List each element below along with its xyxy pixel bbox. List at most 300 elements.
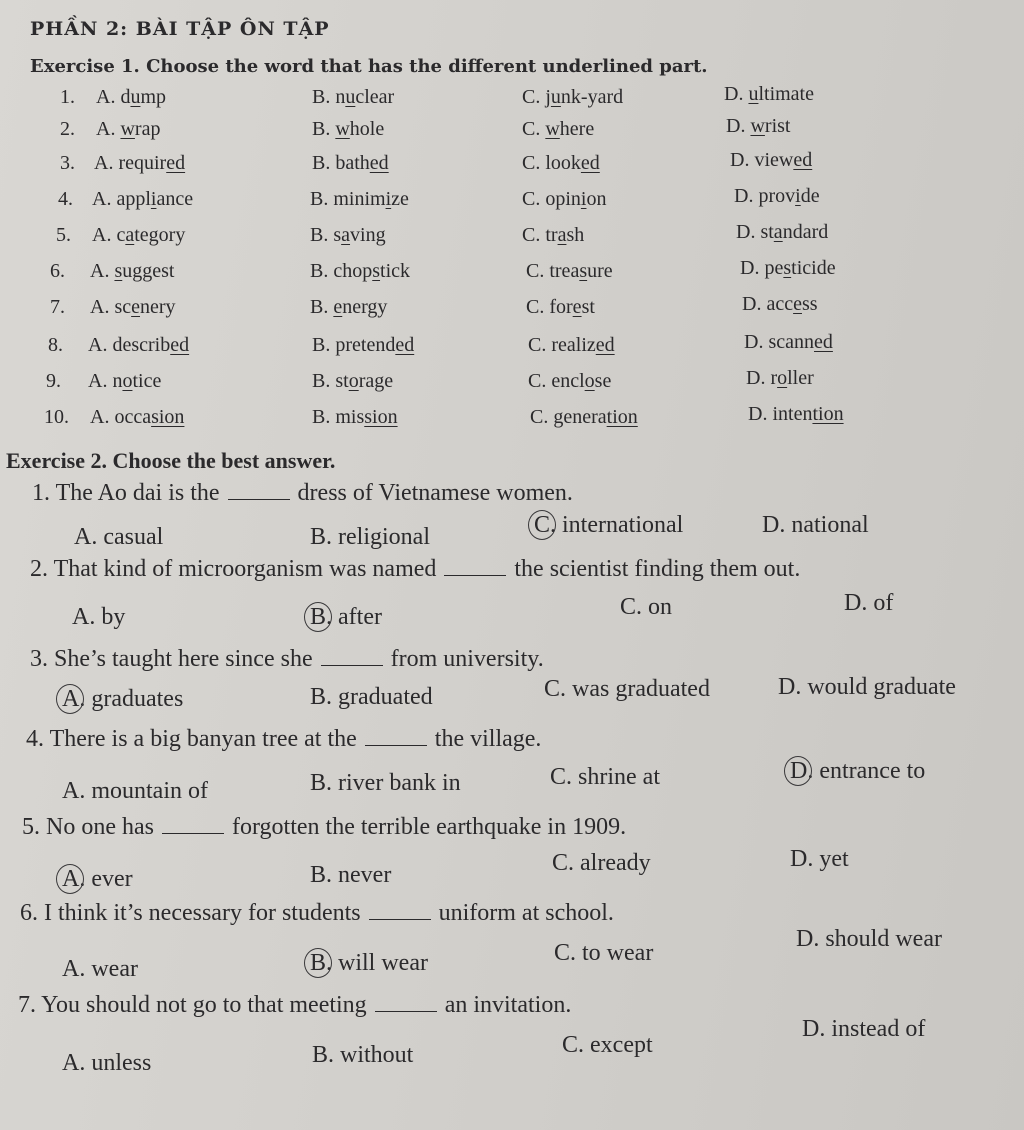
ex1-question-4 bbox=[0, 185, 1024, 218]
ex2-q2-option-a bbox=[72, 604, 125, 631]
underlined-part: e bbox=[793, 293, 802, 315]
underlined-part: e bbox=[131, 296, 141, 318]
option-letter: D. bbox=[790, 846, 820, 872]
option-letter: A. bbox=[92, 188, 117, 210]
option-letter: C. bbox=[550, 764, 579, 790]
underlined-part: i bbox=[795, 185, 801, 207]
option-text: on bbox=[648, 594, 673, 620]
ex2-q3-option-d bbox=[778, 674, 956, 701]
ex2-q3-option-a bbox=[62, 686, 183, 713]
word-part: mp bbox=[140, 86, 167, 108]
ex1-question-7 bbox=[0, 293, 1024, 326]
option-letter: C. bbox=[526, 296, 550, 318]
question-text-after: from university. bbox=[390, 646, 544, 672]
option-letter: B. bbox=[310, 862, 339, 888]
option-letter: B. bbox=[312, 86, 336, 108]
option-d bbox=[734, 185, 820, 208]
question-number: 1. bbox=[32, 480, 56, 506]
word-part: genera bbox=[553, 406, 607, 428]
question-number: 3. bbox=[30, 646, 54, 672]
option-text: will wear bbox=[338, 950, 428, 976]
option-letter: B. bbox=[310, 684, 339, 710]
word-part: nk-yard bbox=[560, 86, 624, 108]
word-part: pretend bbox=[335, 334, 396, 356]
option-d bbox=[742, 293, 818, 316]
question-number: 2. bbox=[60, 118, 75, 140]
question-text-before: The Ao dai is the bbox=[55, 480, 220, 506]
option-a bbox=[88, 370, 161, 393]
word-part: view bbox=[754, 149, 794, 171]
option-c bbox=[522, 152, 600, 175]
ex2-q7-option-b bbox=[312, 1042, 413, 1069]
option-text: mountain of bbox=[91, 778, 208, 804]
option-c bbox=[528, 370, 611, 393]
word-part: ving bbox=[350, 224, 386, 246]
word-part: ze bbox=[391, 188, 409, 210]
ex1-question-1 bbox=[0, 83, 1024, 116]
option-letter: B. bbox=[312, 370, 336, 392]
question-number: 3. bbox=[60, 152, 75, 174]
question-number: 4. bbox=[58, 188, 73, 210]
option-letter: A. bbox=[92, 224, 117, 246]
word-part: opin bbox=[545, 188, 581, 210]
option-c bbox=[526, 296, 595, 319]
word-part: look bbox=[545, 152, 581, 174]
option-letter: C. bbox=[528, 370, 552, 392]
word-part: trea bbox=[549, 260, 580, 282]
word-part: s bbox=[333, 224, 342, 246]
option-text: after bbox=[338, 604, 382, 630]
circled-answer-letter: B. bbox=[310, 950, 339, 976]
question-text-after: dress of Vietnamese women. bbox=[297, 480, 573, 506]
circled-answer-letter: A. bbox=[62, 686, 92, 712]
option-letter: B. bbox=[312, 1042, 341, 1068]
option-a bbox=[90, 260, 174, 283]
option-text: religional bbox=[338, 524, 430, 550]
ex2-q2-option-b bbox=[310, 604, 382, 631]
underlined-part: ed bbox=[170, 334, 190, 356]
option-letter: C. bbox=[544, 676, 573, 702]
option-letter: C. bbox=[526, 260, 550, 282]
option-letter: D. bbox=[740, 257, 765, 279]
underlined-part: w bbox=[750, 115, 765, 137]
ex2-q1-option-b bbox=[310, 524, 430, 551]
option-letter: D. bbox=[746, 367, 771, 389]
ex2-question-5 bbox=[22, 814, 626, 841]
ex1-question-8 bbox=[0, 331, 1024, 364]
word-part: scann bbox=[768, 331, 814, 353]
underlined-part: w bbox=[120, 118, 135, 140]
question-number: 9. bbox=[46, 370, 61, 392]
ex2-question-7 bbox=[18, 992, 571, 1019]
question-number: 7. bbox=[50, 296, 65, 318]
question-number: 5. bbox=[22, 814, 46, 840]
option-letter: A. bbox=[90, 296, 115, 318]
ex2-q7-option-d bbox=[802, 1016, 925, 1043]
underlined-part: w bbox=[335, 118, 350, 140]
word-part: realiz bbox=[551, 334, 596, 356]
ex2-q2-option-d bbox=[844, 590, 893, 617]
option-letter: D. bbox=[796, 926, 826, 952]
question-number: 1. bbox=[60, 86, 75, 108]
option-a bbox=[96, 118, 160, 141]
option-d bbox=[746, 367, 814, 390]
underlined-part: tion bbox=[812, 403, 844, 425]
word-part: inten bbox=[772, 403, 813, 425]
underlined-part: o bbox=[122, 370, 133, 392]
option-letter: A. bbox=[88, 370, 113, 392]
word-part: ure bbox=[587, 260, 613, 282]
underlined-part: s bbox=[579, 260, 588, 282]
ex1-question-10 bbox=[0, 403, 1024, 436]
option-letter: D. bbox=[724, 83, 749, 105]
answer-blank bbox=[375, 1011, 437, 1012]
option-text: entrance to bbox=[819, 758, 926, 784]
underlined-part: ed bbox=[814, 331, 833, 353]
option-b bbox=[312, 370, 393, 393]
option-b bbox=[310, 260, 410, 283]
word-part: encl bbox=[551, 370, 585, 392]
word-part: st bbox=[760, 221, 774, 243]
option-letter: A. bbox=[74, 524, 104, 550]
ex2-q3-option-c bbox=[544, 676, 710, 703]
option-letter: C. bbox=[522, 86, 546, 108]
word-part: rage bbox=[358, 370, 394, 392]
underlined-part: a bbox=[341, 224, 351, 246]
ex2-q4-option-c bbox=[550, 764, 660, 791]
underlined-part: u bbox=[345, 86, 356, 108]
ex1-question-5 bbox=[0, 221, 1024, 254]
ex1-question-3 bbox=[0, 149, 1024, 182]
word-part: n bbox=[335, 86, 346, 108]
option-c bbox=[522, 86, 623, 109]
word-part: ller bbox=[787, 367, 814, 389]
word-part: tegory bbox=[134, 224, 186, 246]
word-part: tick bbox=[380, 260, 411, 282]
option-letter: C. bbox=[554, 940, 583, 966]
word-part: on bbox=[586, 188, 607, 210]
circled-answer-letter: C. bbox=[534, 512, 563, 538]
word-part: ance bbox=[156, 188, 194, 210]
answer-blank bbox=[321, 665, 383, 666]
option-a bbox=[90, 406, 184, 429]
option-d bbox=[744, 331, 833, 354]
option-text: unless bbox=[91, 1050, 152, 1076]
question-text-before: I think it’s necessary for students bbox=[44, 900, 361, 926]
option-b bbox=[310, 296, 387, 319]
option-text: of bbox=[873, 590, 894, 616]
underlined-part: o bbox=[584, 370, 595, 392]
option-d bbox=[724, 83, 814, 106]
question-text-before: She’s taught here since she bbox=[54, 646, 313, 672]
option-letter: D. bbox=[802, 1016, 832, 1042]
option-letter: C. bbox=[522, 224, 546, 246]
underlined-part: i bbox=[580, 188, 587, 210]
exercise2-title: Exercise 2. Choose the best answer. bbox=[6, 448, 336, 473]
underlined-part: o bbox=[777, 367, 788, 389]
option-letter: A. bbox=[94, 152, 119, 174]
option-c bbox=[530, 406, 638, 429]
option-letter: C. bbox=[620, 594, 649, 620]
word-part: acc bbox=[766, 293, 794, 315]
option-letter: C. bbox=[522, 152, 546, 174]
question-number: 10. bbox=[44, 406, 69, 428]
ex2-q1-option-d bbox=[762, 512, 869, 539]
question-number: 8. bbox=[48, 334, 63, 356]
question-number: 4. bbox=[26, 726, 50, 752]
option-a bbox=[92, 224, 185, 247]
word-part: n bbox=[112, 370, 123, 392]
question-text-after: forgotten the terrible earthquake in 1909. bbox=[231, 814, 627, 840]
option-text: national bbox=[791, 512, 869, 538]
option-letter: D. bbox=[730, 149, 755, 171]
underlined-part: tion bbox=[606, 406, 638, 428]
ex2-q6-option-a bbox=[62, 956, 138, 983]
word-part: rist bbox=[764, 115, 791, 137]
option-c bbox=[526, 260, 613, 283]
ex1-question-6 bbox=[0, 257, 1024, 290]
option-a bbox=[92, 188, 193, 211]
option-b bbox=[312, 406, 398, 429]
circled-answer-letter: A. bbox=[62, 866, 92, 892]
option-d bbox=[748, 403, 844, 426]
option-letter: B. bbox=[312, 406, 336, 428]
underlined-part: s bbox=[783, 257, 792, 279]
underlined-part: a bbox=[557, 224, 567, 246]
option-letter: D. bbox=[726, 115, 751, 137]
word-part: rap bbox=[134, 118, 161, 140]
ex2-q6-option-b bbox=[310, 950, 428, 977]
option-text: by bbox=[101, 604, 126, 630]
underlined-part: a bbox=[773, 221, 783, 243]
answer-blank bbox=[228, 499, 290, 500]
option-text: instead of bbox=[831, 1016, 926, 1042]
word-part: chop bbox=[333, 260, 373, 282]
circled-answer-letter: D. bbox=[790, 758, 820, 784]
word-part: sh bbox=[566, 224, 585, 246]
word-part: st bbox=[335, 370, 349, 392]
ex2-q5-option-a bbox=[62, 866, 133, 893]
option-text: casual bbox=[103, 524, 164, 550]
option-text: river bank in bbox=[338, 770, 461, 796]
option-letter: D. bbox=[748, 403, 773, 425]
option-c bbox=[528, 334, 615, 357]
word-part: bath bbox=[335, 152, 370, 174]
option-letter: B. bbox=[312, 152, 336, 174]
word-part: nery bbox=[140, 296, 176, 318]
word-part: de bbox=[800, 185, 820, 207]
word-part: d bbox=[120, 86, 131, 108]
option-b bbox=[310, 188, 409, 211]
word-part: nergy bbox=[342, 296, 388, 318]
option-letter: A. bbox=[90, 406, 115, 428]
option-d bbox=[726, 115, 790, 138]
answer-blank bbox=[162, 833, 224, 834]
option-text: already bbox=[580, 850, 651, 876]
ex2-question-6 bbox=[20, 900, 614, 927]
option-letter: B. bbox=[310, 224, 334, 246]
underlined-part: a bbox=[125, 224, 135, 246]
option-letter: C. bbox=[562, 1032, 591, 1058]
ex2-q6-option-c bbox=[554, 940, 653, 967]
ex2-q4-option-b bbox=[310, 770, 461, 797]
underlined-part: ed bbox=[395, 334, 415, 356]
exercise1-title: Exercise 1. Choose the word that has the different underlined part. bbox=[30, 56, 708, 77]
option-text: was graduated bbox=[572, 676, 710, 702]
option-a bbox=[88, 334, 189, 357]
word-part: clear bbox=[355, 86, 395, 108]
ex2-q5-option-b bbox=[310, 862, 391, 889]
ex2-q4-option-a bbox=[62, 778, 208, 805]
word-part: ltimate bbox=[758, 83, 814, 105]
option-text: without bbox=[340, 1042, 414, 1068]
option-text: international bbox=[562, 512, 684, 538]
option-text: ever bbox=[91, 866, 133, 892]
underlined-part: ed bbox=[580, 152, 600, 174]
question-number: 6. bbox=[20, 900, 44, 926]
option-letter: A. bbox=[96, 86, 121, 108]
option-d bbox=[736, 221, 828, 244]
ex2-q1-option-c bbox=[534, 512, 683, 539]
option-letter: B. bbox=[312, 334, 336, 356]
option-letter: B. bbox=[310, 770, 339, 796]
option-a bbox=[90, 296, 176, 319]
option-text: never bbox=[338, 862, 392, 888]
part-title: PHẦN 2: BÀI TẬP ÔN TẬP bbox=[30, 18, 330, 40]
option-letter: C. bbox=[528, 334, 552, 356]
question-text-before: You should not go to that meeting bbox=[41, 992, 367, 1018]
option-b bbox=[312, 334, 414, 357]
ex1-question-9 bbox=[0, 367, 1024, 400]
option-letter: B. bbox=[312, 118, 336, 140]
word-part: ticide bbox=[791, 257, 836, 279]
question-number: 6. bbox=[50, 260, 65, 282]
option-b bbox=[312, 118, 384, 141]
question-text-after: the village. bbox=[434, 726, 542, 752]
underlined-part: sion bbox=[364, 406, 398, 428]
word-part: tr bbox=[545, 224, 558, 246]
word-part: j bbox=[545, 86, 551, 108]
underlined-part: ed bbox=[369, 152, 389, 174]
option-b bbox=[312, 152, 389, 175]
option-c bbox=[522, 118, 594, 141]
option-letter: A. bbox=[62, 778, 92, 804]
underlined-part: ed bbox=[166, 152, 186, 174]
option-d bbox=[740, 257, 836, 280]
question-text-before: That kind of microorganism was named bbox=[53, 556, 437, 582]
option-text: to wear bbox=[582, 940, 654, 966]
word-part: ndard bbox=[782, 221, 829, 243]
underlined-part: ed bbox=[793, 149, 813, 171]
underlined-part: w bbox=[545, 118, 560, 140]
option-letter: C. bbox=[530, 406, 554, 428]
word-part: appl bbox=[116, 188, 151, 210]
answer-blank bbox=[365, 745, 427, 746]
underlined-part: s bbox=[372, 260, 381, 282]
ex1-question-2 bbox=[0, 115, 1024, 148]
circled-answer-letter: B. bbox=[310, 604, 339, 630]
option-d bbox=[730, 149, 812, 172]
ex2-question-1 bbox=[32, 480, 573, 507]
option-text: should wear bbox=[825, 926, 942, 952]
word-part: uggest bbox=[122, 260, 175, 282]
question-text-after: an invitation. bbox=[444, 992, 572, 1018]
option-text: would graduate bbox=[807, 674, 956, 700]
underlined-part: ed bbox=[595, 334, 615, 356]
word-part: tice bbox=[132, 370, 162, 392]
option-text: graduated bbox=[338, 684, 433, 710]
option-text: graduates bbox=[91, 686, 184, 712]
option-letter: D. bbox=[744, 331, 769, 353]
option-letter: A. bbox=[72, 604, 102, 630]
word-part: c bbox=[116, 224, 126, 246]
question-text-before: There is a big banyan tree at the bbox=[49, 726, 357, 752]
underlined-part: e bbox=[572, 296, 582, 318]
word-part: requir bbox=[118, 152, 167, 174]
answer-blank bbox=[444, 575, 506, 576]
option-letter: B. bbox=[310, 524, 339, 550]
word-part: hole bbox=[349, 118, 385, 140]
word-part: prov bbox=[758, 185, 796, 207]
ex2-q7-option-c bbox=[562, 1032, 653, 1059]
underlined-part: sion bbox=[151, 406, 185, 428]
underlined-part: u bbox=[130, 86, 141, 108]
option-letter: A. bbox=[62, 956, 92, 982]
underlined-part: s bbox=[114, 260, 123, 282]
ex2-q5-option-c bbox=[552, 850, 651, 877]
ex2-q5-option-d bbox=[790, 846, 849, 873]
option-letter: A. bbox=[96, 118, 121, 140]
option-letter: B. bbox=[310, 188, 334, 210]
answer-blank bbox=[369, 919, 431, 920]
question-number: 7. bbox=[18, 992, 42, 1018]
ex2-q4-option-d bbox=[790, 758, 925, 785]
ex2-question-2 bbox=[30, 556, 800, 583]
option-b bbox=[310, 224, 386, 247]
underlined-part: u bbox=[748, 83, 759, 105]
underlined-part: e bbox=[333, 296, 343, 318]
ex2-q2-option-c bbox=[620, 594, 672, 621]
option-a bbox=[96, 86, 166, 109]
word-part: pe bbox=[764, 257, 784, 279]
option-letter: D. bbox=[762, 512, 792, 538]
word-part: here bbox=[559, 118, 595, 140]
option-text: yet bbox=[819, 846, 849, 872]
ex2-question-4 bbox=[26, 726, 541, 753]
option-letter: C. bbox=[522, 188, 546, 210]
option-letter: D. bbox=[742, 293, 767, 315]
ex2-q6-option-d bbox=[796, 926, 942, 953]
word-part: occa bbox=[114, 406, 152, 428]
word-part: minim bbox=[333, 188, 386, 210]
option-letter: A. bbox=[62, 1050, 92, 1076]
ex2-question-3 bbox=[30, 646, 544, 673]
underlined-part: u bbox=[550, 86, 561, 108]
option-text: except bbox=[590, 1032, 653, 1058]
option-letter: C. bbox=[522, 118, 546, 140]
ex2-q1-option-a bbox=[74, 524, 163, 551]
question-number: 2. bbox=[30, 556, 54, 582]
option-letter: B. bbox=[310, 260, 334, 282]
word-part: for bbox=[549, 296, 573, 318]
option-text: wear bbox=[91, 956, 138, 982]
ex2-q7-option-a bbox=[62, 1050, 151, 1077]
option-text: shrine at bbox=[578, 764, 660, 790]
word-part: describ bbox=[112, 334, 171, 356]
word-part: ss bbox=[801, 293, 818, 315]
option-c bbox=[522, 224, 584, 247]
option-c bbox=[522, 188, 606, 211]
